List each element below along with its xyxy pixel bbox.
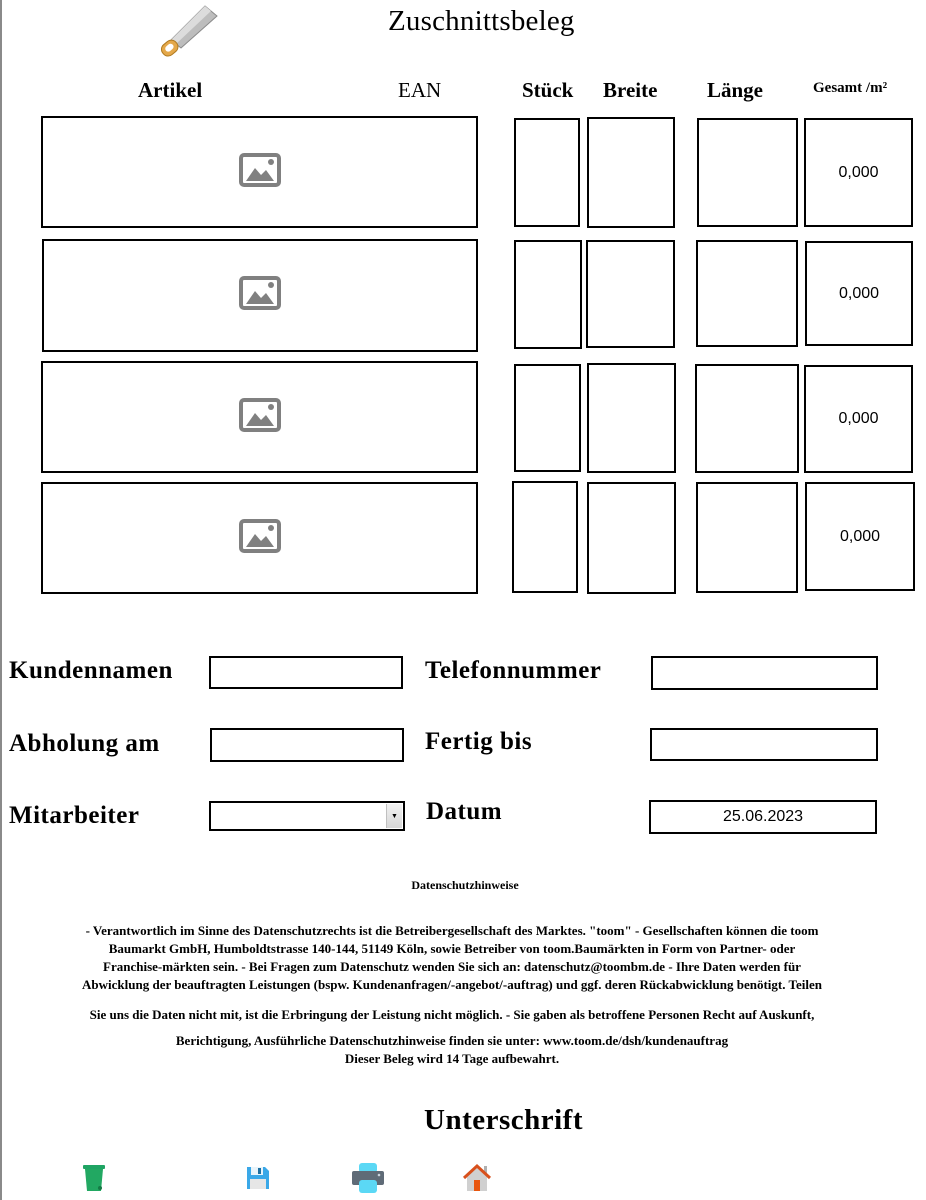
privacy-line: Berichtigung, Ausführliche Datenschutzhinweise finden sie unter: www.toom.de/dsh/kundenauftrag — [175, 1033, 729, 1048]
datum-input[interactable]: 25.06.2023 — [649, 800, 877, 834]
breite-input[interactable] — [587, 482, 676, 594]
column-header-breite: Breite — [603, 78, 658, 102]
stueck-input[interactable] — [514, 364, 581, 472]
privacy-title: Datenschutzhinweise — [411, 878, 519, 892]
image-placeholder-icon — [239, 519, 281, 558]
breite-input[interactable] — [586, 240, 675, 348]
laenge-input[interactable] — [696, 240, 798, 347]
privacy-line: Franchise-märkten sein. - Bei Fragen zum Datenschutz wenden Sie sich an: datenschutz@toombm.de - Ihre Daten werden für — [103, 959, 801, 974]
gesamt-value: 0,000 — [804, 365, 913, 473]
artikel-image-field[interactable] — [41, 482, 478, 594]
artikel-image-field[interactable] — [41, 116, 478, 228]
privacy-line: Sie uns die Daten nicht mit, ist die Erbringung der Leistung nicht möglich. - Sie gaben als betroffene Personen Recht auf Auskunft, — [89, 1007, 815, 1022]
privacy-line: Dieser Beleg wird 14 Tage aufbewahrt. — [344, 1051, 560, 1066]
laenge-input[interactable] — [696, 482, 798, 593]
gesamt-value: 0,000 — [804, 118, 913, 227]
artikel-image-field[interactable] — [42, 239, 478, 352]
fertig-bis-label: Fertig bis — [425, 728, 533, 755]
column-header-stueck: Stück — [522, 78, 574, 102]
breite-input[interactable] — [587, 117, 675, 228]
privacy-line: Baumarkt GmbH, Humboldtstrasse 140-144, 51149 Köln, sowie Betreiber von toom.Baumärkten in Form von Partner- oder — [108, 941, 796, 956]
save-icon — [245, 1165, 271, 1196]
kundennamen-label: Kundennamen — [9, 657, 173, 684]
home-button[interactable] — [460, 1163, 494, 1197]
abholung-am-input[interactable] — [210, 728, 404, 762]
delete-button[interactable] — [77, 1163, 111, 1197]
saw-icon — [159, 4, 219, 62]
stueck-input[interactable] — [514, 240, 582, 349]
home-icon — [462, 1163, 492, 1198]
abholung-am-label: Abholung am — [9, 730, 160, 757]
mitarbeiter-select[interactable] — [209, 801, 405, 831]
trash-icon — [82, 1164, 106, 1197]
telefonnummer-input[interactable] — [651, 656, 878, 690]
mitarbeiter-label: Mitarbeiter — [9, 802, 140, 829]
image-placeholder-icon — [239, 276, 281, 315]
stueck-input[interactable] — [512, 481, 578, 593]
column-header-gesamt: Gesamt /m² — [813, 80, 888, 96]
image-placeholder-icon — [239, 153, 281, 192]
kundennamen-input[interactable] — [209, 656, 403, 689]
save-button[interactable] — [241, 1163, 275, 1197]
gesamt-value: 0,000 — [805, 241, 913, 346]
stueck-input[interactable] — [514, 118, 580, 227]
breite-input[interactable] — [587, 363, 676, 473]
chevron-down-icon[interactable]: ▼ — [386, 804, 402, 828]
column-header-artikel: Artikel — [138, 78, 203, 102]
fertig-bis-input[interactable] — [650, 728, 878, 761]
page-title: Zuschnittsbeleg — [388, 5, 575, 37]
privacy-line: - Verantwortlich im Sinne des Datenschutzrechts ist die Betreibergesellschaft des Marktes. "toom" - Gesellschaften können die toom — [85, 923, 819, 938]
printer-icon — [351, 1162, 385, 1199]
artikel-image-field[interactable] — [41, 361, 478, 473]
column-header-ean: EAN — [398, 78, 442, 102]
signature-label: Unterschrift — [424, 1104, 584, 1136]
gesamt-value: 0,000 — [805, 482, 915, 591]
column-header-laenge: Länge — [707, 78, 764, 102]
privacy-line: Abwicklung der beauftragten Leistungen (bspw. Kundenanfragen/-angebot/-auftrag) und ggf. deren Rückabwicklung benötigt. Teilen — [82, 977, 822, 992]
datum-label: Datum — [426, 798, 503, 825]
image-placeholder-icon — [239, 398, 281, 437]
laenge-input[interactable] — [697, 118, 798, 227]
laenge-input[interactable] — [695, 364, 799, 473]
print-button[interactable] — [351, 1163, 385, 1197]
telefonnummer-label: Telefonnummer — [425, 657, 602, 684]
